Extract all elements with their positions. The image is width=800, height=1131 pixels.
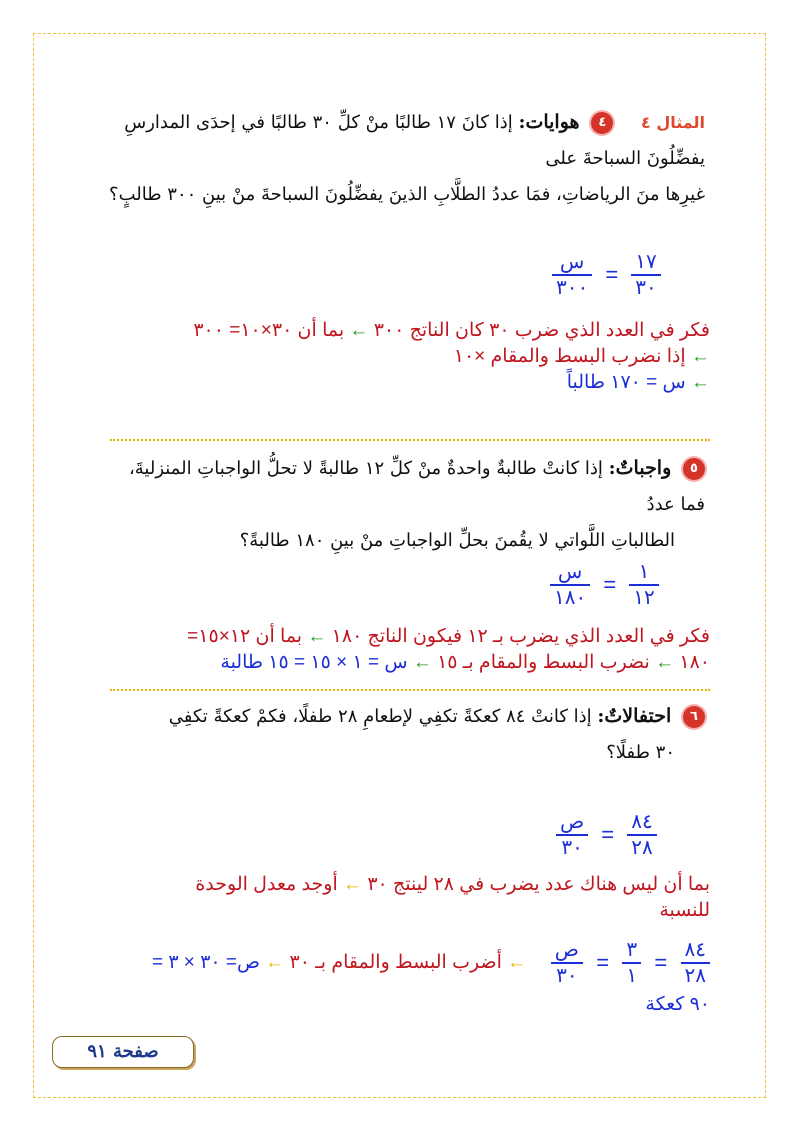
question-number-badge: ٥ xyxy=(683,458,705,480)
question-text: إذا كانَ ١٧ طالبًا منْ كلِّ ٣٠ طالبًا في إحدَى المدارسِ يفضِّلُونَ السباحةَ على xyxy=(124,112,705,169)
arrow-icon: ← xyxy=(691,372,710,393)
fraction-unknown: $\frac{٨٤}{٢٨}$ xyxy=(681,938,710,988)
question-6-solution xyxy=(110,872,710,924)
solution-line3: ٩٠ كعكة xyxy=(645,994,710,1015)
solution-line2: ١٨٠ ← نضرب البسط والمقام بـ ١٥ ← س = ١ × ١٥ = ١٥ طالبة xyxy=(220,652,710,673)
question-keyword: هوايات: xyxy=(518,111,580,133)
question-6 xyxy=(110,698,705,771)
fraction-result: $\frac{\text{ص}}{٣٠}$ xyxy=(551,938,583,988)
example-4-line1 xyxy=(90,104,705,177)
solution-line2: ← إذا نضرب البسط والمقام ×١٠ xyxy=(453,346,710,367)
example-label: المثال ٤ xyxy=(641,113,705,132)
fraction-unknown: $\frac{\text{ص}}{٣٠}$ xyxy=(556,810,588,860)
question-5-line2: الطالباتِ اللَّواتي لا يقُمنَ بحلِّ الواجباتِ منْ بينِ ١٨٠ طالبةً؟ xyxy=(239,530,675,551)
solution-line2: $\frac{٨٤}{٢٨}$ = $\frac{٣}{١}$ = $\frac{\text{ص}}{٣٠}$ ← أضرب البسط والمقام بـ ٣٠ ← ص= ٣٠ × ٣ = xyxy=(100,938,710,988)
question-5 xyxy=(110,450,705,559)
arrow-icon: ← xyxy=(655,652,675,673)
arrow-icon: ← xyxy=(265,952,285,974)
question-keyword: احتفالاتٌ: xyxy=(597,705,672,727)
question-keyword: واجباتٌ: xyxy=(608,457,672,479)
example-4-question xyxy=(90,104,705,213)
solution-line1: فكر في العدد الذي ضرب ٣٠ كان الناتج ٣٠٠ ← بما أن ٣٠×١٠= ٣٠٠ xyxy=(193,320,710,341)
equals-sign: = xyxy=(654,950,668,975)
question-6-line2: ٣٠ طفلًا؟ xyxy=(606,742,675,763)
arrow-icon: ← xyxy=(343,874,363,895)
question-5-proportion xyxy=(550,560,659,610)
question-6-work xyxy=(100,938,710,1018)
question-5-solution xyxy=(110,624,710,676)
question-number-badge: ٤ xyxy=(591,112,613,134)
arrow-icon: ← xyxy=(412,652,432,673)
solution-line3: ← س = ١٧٠ طالباً xyxy=(566,372,710,393)
fraction-known: $\frac{٨٤}{٢٨}$ xyxy=(627,810,656,860)
example-4-line2: غيرِها منَ الرياضاتِ، فمَا عددُ الطلَّابِ الذينَ يفضِّلُونَ السباحةَ منْ بينِ ٣٠٠ طالبٍ؟ xyxy=(109,184,705,205)
arrow-icon: ← xyxy=(349,320,369,341)
question-number-badge: ٦ xyxy=(683,706,705,728)
question-5-line1: ٥ واجباتٌ: إذا كانتْ طالبةٌ واحدةٌ منْ كلِّ ١٢ طالبةً لا تحلُّ الواجباتِ المنزليةَ، فما عددُ xyxy=(128,457,705,515)
question-6-proportion xyxy=(556,810,657,860)
arrow-icon: ← xyxy=(691,346,710,367)
equals-sign: = xyxy=(596,950,610,975)
fraction-known: $\frac{١}{١٢}$ xyxy=(629,560,658,610)
dotted-divider xyxy=(110,439,710,441)
example-4-proportion xyxy=(552,250,661,300)
question-6-line1: ٦ احتفالاتٌ: إذا كانتْ ٨٤ كعكةً تكفِي لإطعامِ ٢٨ طفلًا، فكمْ كعكةً تكفِي xyxy=(110,698,705,735)
page-number-tab xyxy=(52,1036,194,1068)
page-number-label: صفحة ٩١ xyxy=(87,1041,159,1062)
solution-line1: فكر في العدد الذي يضرب بـ ١٢ فيكون الناتج ١٨٠ ← بما أن ١٢×١٥= xyxy=(187,626,710,647)
example-4-solution xyxy=(110,318,710,396)
equals-sign: = xyxy=(605,262,619,287)
solution-line1: بما أن ليس هناك عدد يضرب في ٢٨ لينتج ٣٠ ← أوجد معدل الوحدة xyxy=(195,874,710,895)
fraction-unit: $\frac{٣}{١}$ xyxy=(622,938,641,988)
arrow-icon: ← xyxy=(307,626,327,647)
solution-line1b: للنسبة xyxy=(659,900,710,921)
fraction-unknown: $\frac{\text{س}}{١٨٠}$ xyxy=(550,560,590,610)
equals-sign: = xyxy=(601,822,615,847)
arrow-icon: ← xyxy=(507,952,527,974)
fraction-unknown: $\frac{\text{س}}{٣٠٠}$ xyxy=(552,250,592,300)
dotted-divider xyxy=(110,689,710,691)
equals-sign: = xyxy=(603,572,617,597)
fraction-known: $\frac{١٧}{٣٠}$ xyxy=(631,250,660,300)
